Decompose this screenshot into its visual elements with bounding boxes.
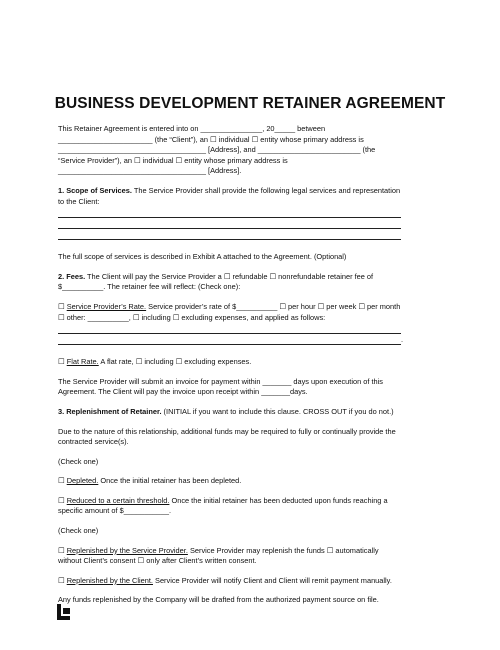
by-sp-text: Service Provider may replenish the funds ☐ automatically (187, 545, 379, 555)
check-one-label: (Check one) (58, 526, 99, 536)
checkbox[interactable]: ☐ (58, 545, 67, 555)
rate-option (58, 302, 450, 313)
intro-line: ____________________________________ [Address], and _________________________ (the (58, 145, 376, 155)
any-funds-text: Any funds replenished by the Company will be drafted from the authorized payment source on file. (58, 595, 379, 605)
intro-line: ____________________________________ [Address]. (58, 166, 242, 176)
invoice-text: The Service Provider will submit an invoice for payment within _______ days upon execution of this (58, 376, 383, 386)
scope-text: The Service Provider shall provide the following legal services and representation (131, 185, 401, 195)
invoice-text-2: Agreement. The Client will pay the invoice upon receipt within _______days. (58, 387, 308, 397)
depleted-option (58, 476, 450, 487)
nature-text-2: contracted service(s). (58, 437, 129, 447)
intro-line: _______________________ (the “Client”), an ☐ individual ☐ entity whose primary address is (58, 134, 364, 144)
scope-heading: 1. Scope of Services. (58, 185, 132, 195)
checkbox[interactable]: ☐ (58, 495, 67, 505)
reduced-option (58, 496, 450, 507)
fees-paragraph (58, 272, 450, 283)
document-title: BUSINESS DEVELOPMENT RETAINER AGREEMENT (54, 95, 446, 112)
checkbox[interactable]: ☐ (58, 476, 67, 486)
reduced-label: Reduced to a certain threshold. (66, 495, 170, 505)
blank-line[interactable] (58, 323, 401, 334)
replenish-paragraph (58, 407, 450, 418)
flat-rate-label: Flat Rate. (66, 357, 99, 367)
rate-text: Service provider’s rate of $__________ ☐ per hour ☐ per week ☐ per month (146, 301, 401, 311)
blank-line[interactable] (58, 229, 401, 240)
fees-text: The Client will pay the Service Provider a ☐ refundable ☐ nonrefundable retainer fee of (85, 271, 374, 281)
depleted-label: Depleted. (66, 476, 99, 486)
reduced-text-2: specific amount of $___________. (58, 506, 171, 516)
flat-rate-text: A flat rate, ☐ including ☐ excluding expenses. (98, 357, 252, 367)
by-sp-label: Replenished by the Service Provider. (66, 545, 188, 555)
document-logo-icon (57, 604, 70, 620)
checkbox[interactable]: ☐ (58, 575, 67, 585)
by-client-option (58, 576, 450, 587)
blank-line[interactable] (58, 207, 401, 218)
flat-rate-option (58, 357, 450, 368)
rate-end: . (401, 334, 404, 344)
checkbox[interactable]: ☐ (58, 357, 67, 367)
rate-label: Service Provider’s Rate. (66, 301, 147, 311)
depleted-text: Once the initial retainer has been depleted. (98, 476, 242, 486)
intro-line: “Service Provider”), an ☐ individual ☐ entity whose primary address is (58, 155, 288, 165)
document-body (58, 124, 450, 606)
full-scope-text: The full scope of services is described in Exhibit A attached to the Agreement. (Optional) (58, 252, 347, 262)
fees-text-2: $__________. The retainer fee will reflect: (Check one): (58, 282, 241, 292)
by-client-label: Replenished by the Client. (66, 575, 153, 585)
rate-text-2: ☐ other: __________, ☐ including ☐ excluding expenses, and applied as follows: (58, 312, 326, 322)
reduced-text: Once the initial retainer has been deducted upon funds reaching a (169, 495, 388, 505)
replenish-heading: 3. Replenishment of Retainer. (58, 406, 162, 416)
replenish-heading-text: (INITIAL if you want to include this clause. CROSS OUT if you do not.) (161, 406, 394, 416)
nature-text: Due to the nature of this relationship, additional funds may be required to fully or continually provide the (58, 426, 396, 436)
blank-line[interactable] (58, 334, 404, 345)
by-sp-option (58, 546, 450, 557)
blank-line[interactable] (58, 218, 401, 229)
checkbox[interactable]: ☐ (58, 301, 67, 311)
scope-paragraph (58, 186, 450, 197)
fees-heading: 2. Fees. (58, 271, 86, 281)
scope-text-2: to the Client: (58, 196, 100, 206)
rate-last-line (58, 334, 450, 345)
intro-line: This Retainer Agreement is entered into on _______________, 20_____ between (58, 124, 326, 133)
by-sp-text-2: without Client’s consent ☐ only after Client’s written consent. (58, 556, 257, 566)
check-one-label: (Check one) (58, 456, 99, 466)
by-client-text: Service Provider will notify Client and Client will remit payment manually. (152, 575, 392, 585)
